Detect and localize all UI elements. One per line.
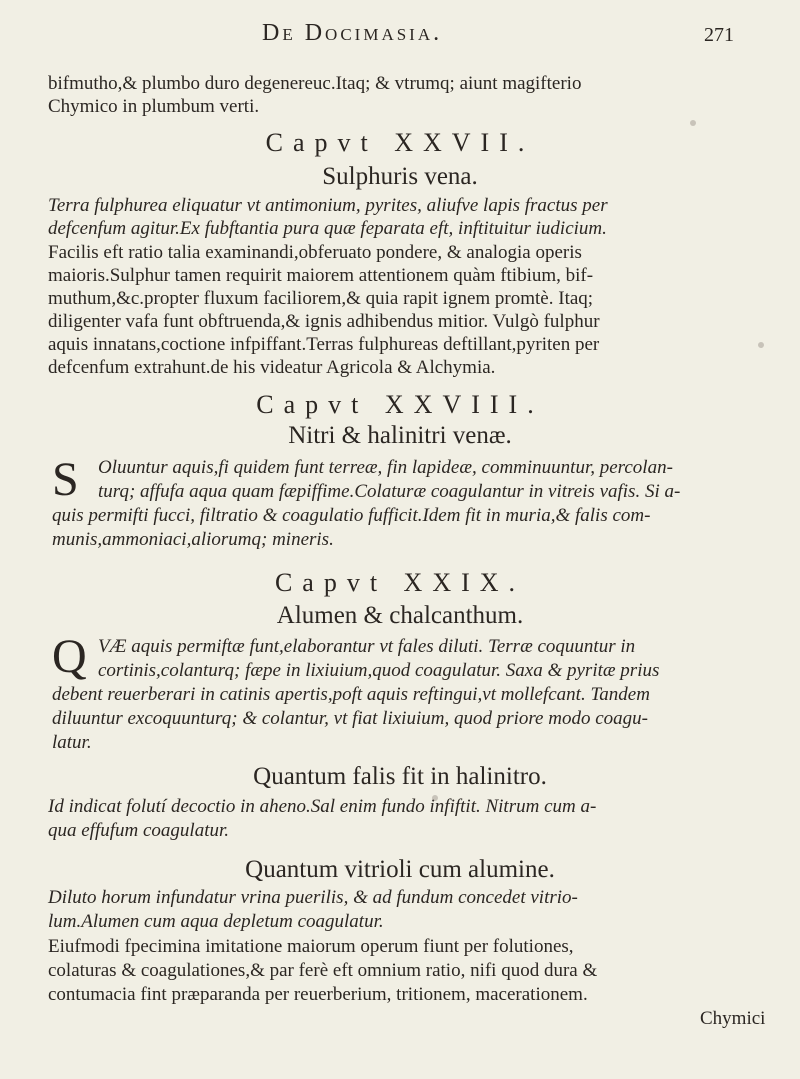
text-line: contumacia fint præparanda per reuerberium, tritionem, macerationem. (48, 984, 588, 1005)
text-line: lum.Alumen cum aqua depletum coagulatur. (48, 911, 384, 932)
chapter-subtitle: Nitri & halinitri venæ. (288, 422, 512, 449)
text-line: quis permifti fucci, filtratio & coagulatio fufficit.Idem fit in muria,& falis com- (52, 505, 651, 526)
text-line: latur. (52, 732, 92, 753)
chapter-heading: Capvt XXIX. (274, 568, 526, 597)
text-line: turq; affufa aqua quam fæpiffime.Colaturæ coagulantur in vitreis vafis. Si a- (98, 481, 681, 502)
text-line: munis,ammoniaci,aliorumq; mineris. (52, 529, 334, 550)
text-line: qua effufum coagulatur. (48, 820, 230, 841)
drop-cap: Q (52, 630, 87, 683)
text-line: colaturas & coagulationes,& par ferè eft omnium ratio, nifi quod dura & (48, 960, 598, 981)
text-line: diluuntur excoquunturq; & colantur, vt fiat lixiuium, quod priore modo coagu- (52, 708, 648, 729)
text-line: maioris.Sulphur tamen requirit maiorem attentionem quàm ftibium, bif- (48, 265, 594, 286)
text-line: defcenfum agitur.Ex fubftantia pura quæ feparata eft, inftituitur iudicium. (48, 218, 607, 239)
page-number: 271 (704, 24, 734, 46)
paper-speck (758, 342, 764, 348)
chapter-subtitle: Alumen & chalcanthum. (276, 602, 524, 629)
section-subtitle: Quantum falis fit in halinitro. (253, 763, 547, 790)
paper-speck (432, 795, 438, 801)
text-line: bifmutho,& plumbo duro degenereuc.Itaq; & vtrumq; aiunt magifterio (48, 73, 582, 94)
chapter-heading: Capvt XXVIII. (256, 390, 544, 419)
catchword: Chymici (700, 1008, 766, 1029)
text-line: Terra fulphurea eliquatur vt antimonium, pyrites, aliufve lapis fractus per (48, 195, 608, 216)
running-title: De Docimasia. (262, 20, 443, 46)
paper-speck (690, 120, 696, 126)
text-line: diligenter vafa funt obftruenda,& ignis adhibendus mitior. Vulgò fulphur (48, 311, 600, 332)
text-line: Diluto horum infundatur vrina puerilis, & ad fundum concedet vitrio- (48, 887, 578, 908)
text-line: Oluuntur aquis,fi quidem funt terreæ, fin lapideæ, comminuuntur, percolan- (98, 457, 673, 478)
chapter-heading: Capvt XXVII. (265, 128, 535, 157)
drop-cap: S (52, 453, 79, 506)
text-line: cortinis,colanturq; fæpe in lixiuium,quod coagulatur. Saxa & pyritæ prius (98, 660, 660, 681)
text-line: Eiufmodi fpecimina imitatione maiorum operum fiunt per folutiones, (48, 936, 574, 957)
section-subtitle: Quantum vitrioli cum alumine. (245, 856, 555, 883)
text-line: aquis innatans,coctione infpiffant.Terras fulphureas deftillant,pyriten per (48, 334, 600, 355)
running-head (0, 20, 800, 60)
chapter-subtitle: Sulphuris vena. (322, 163, 478, 190)
text-line: Id indicat folutí decoctio in aheno.Sal enim fundo infiftit. Nitrum cum a- (48, 796, 597, 817)
text-line: Facilis eft ratio talia examinandi,obferuato pondere, & analogia operis (48, 242, 582, 263)
text-line: muthum,&c.propter fluxum faciliorem,& quia rapit ignem promtè. Itaq; (48, 288, 594, 309)
text-line: defcenfum extrahunt.de his videatur Agricola & Alchymia. (48, 357, 496, 378)
text-line: debent reuerberari in catinis apertis,poft aquis reftingui,vt mollefcant. Tandem (52, 684, 650, 705)
text-line: VÆ aquis permiftæ funt,elaborantur vt fales diluti. Terræ coquuntur in (98, 636, 636, 657)
text-line: Chymico in plumbum verti. (48, 96, 260, 117)
